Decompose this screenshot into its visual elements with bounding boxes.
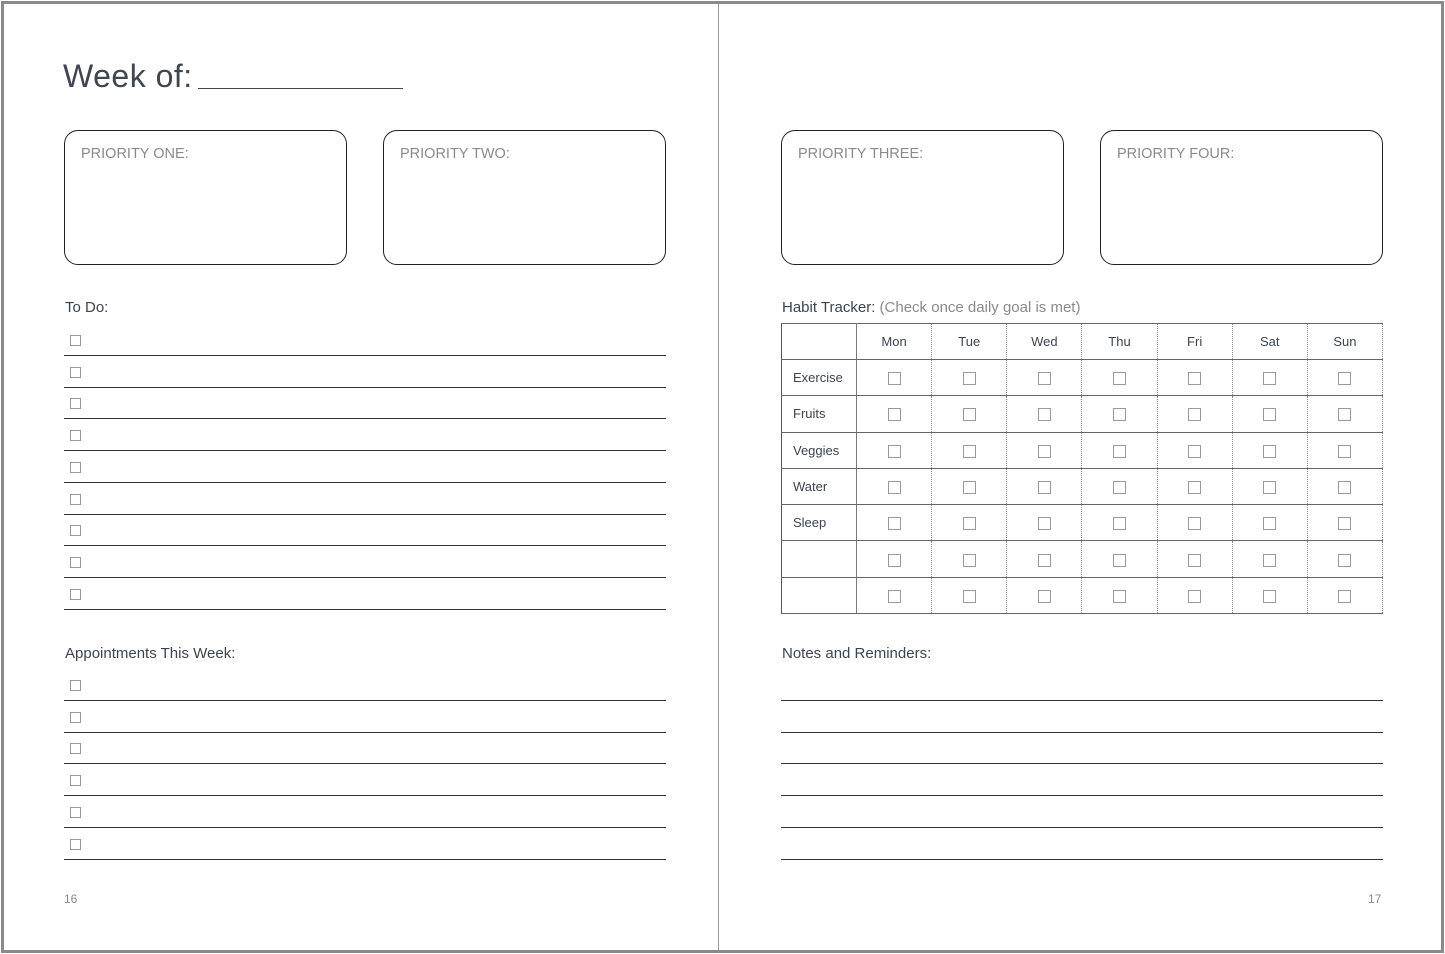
habit-cell [932, 505, 1007, 541]
habit-cell [1157, 505, 1232, 541]
appointment-item-line[interactable] [64, 827, 666, 828]
habit-row [782, 577, 1383, 613]
habit-cell [1082, 577, 1157, 613]
habit-cell [1307, 505, 1382, 541]
habit-cell [857, 505, 932, 541]
habit-cell [1307, 577, 1382, 613]
todo-item-line[interactable] [64, 418, 666, 419]
habit-cell [1232, 541, 1307, 577]
habit-row [782, 541, 1383, 577]
appointment-item-line[interactable] [64, 795, 666, 796]
habit-cell [1307, 541, 1382, 577]
habit-checkbox[interactable] [888, 445, 901, 458]
habit-checkbox[interactable] [1338, 372, 1351, 385]
habit-checkbox[interactable] [963, 554, 976, 567]
todo-item-line[interactable] [64, 577, 666, 578]
todo-item-checkbox[interactable] [70, 589, 81, 600]
todo-item-line[interactable] [64, 482, 666, 483]
habit-checkbox[interactable] [1188, 590, 1201, 603]
note-line[interactable] [781, 827, 1383, 828]
habit-header-row [782, 324, 1383, 360]
appointment-item-checkbox[interactable] [70, 712, 81, 723]
habit-checkbox[interactable] [888, 372, 901, 385]
habit-checkbox[interactable] [888, 481, 901, 494]
todo-item-line[interactable] [64, 609, 666, 610]
habit-checkbox[interactable] [1113, 408, 1126, 421]
habit-row [782, 360, 1383, 396]
habit-cell [1082, 468, 1157, 504]
todo-item-line[interactable] [64, 514, 666, 515]
appointment-item-line[interactable] [64, 763, 666, 764]
habit-checkbox[interactable] [1338, 481, 1351, 494]
habit-checkbox[interactable] [1038, 590, 1051, 603]
habit-row-label: Fruits [782, 396, 857, 432]
habit-checkbox[interactable] [1263, 554, 1276, 567]
habit-cell [932, 432, 1007, 468]
week-of-title: Week of: [63, 58, 193, 94]
habit-cell [1307, 360, 1382, 396]
habit-checkbox[interactable] [1188, 554, 1201, 567]
habit-cell [857, 396, 932, 432]
habit-cell [1157, 396, 1232, 432]
habit-cell [1157, 541, 1232, 577]
todo-item-checkbox[interactable] [70, 494, 81, 505]
habit-checkbox[interactable] [1113, 590, 1126, 603]
habit-cell [1007, 396, 1082, 432]
priority-four-label: PRIORITY FOUR: [1117, 146, 1235, 162]
priority-three-label: PRIORITY THREE: [798, 146, 924, 162]
appointment-item-line[interactable] [64, 859, 666, 860]
notes-heading: Notes and Reminders: [782, 645, 932, 662]
habit-cell [1007, 432, 1082, 468]
habit-checkbox[interactable] [1113, 517, 1126, 530]
habit-cell [857, 577, 932, 613]
day-header-tue: Tue [932, 324, 1007, 360]
habit-tracker-title: Habit Tracker: [782, 299, 876, 316]
habit-tracker-subtitle: (Check once daily goal is met) [879, 299, 1081, 316]
habit-cell [1082, 396, 1157, 432]
appointment-item-checkbox[interactable] [70, 839, 81, 850]
todo-item-line[interactable] [64, 450, 666, 451]
habit-checkbox[interactable] [888, 554, 901, 567]
habit-cell [1157, 577, 1232, 613]
habit-checkbox[interactable] [1038, 372, 1051, 385]
appointment-item-checkbox[interactable] [70, 743, 81, 754]
habit-checkbox[interactable] [963, 517, 976, 530]
note-line[interactable] [781, 700, 1383, 701]
habit-cell [1082, 360, 1157, 396]
habit-cell [857, 432, 932, 468]
habit-checkbox[interactable] [1188, 481, 1201, 494]
habit-cell [1007, 505, 1082, 541]
habit-cell [1007, 468, 1082, 504]
habit-cell [1082, 505, 1157, 541]
habit-checkbox[interactable] [1113, 372, 1126, 385]
habit-checkbox[interactable] [1263, 408, 1276, 421]
habit-checkbox[interactable] [1188, 408, 1201, 421]
habit-checkbox[interactable] [1263, 372, 1276, 385]
appointment-item-line[interactable] [64, 700, 666, 701]
habit-tracker-heading [782, 299, 1080, 316]
day-header-fri: Fri [1157, 324, 1232, 360]
habit-cell [1232, 577, 1307, 613]
note-line[interactable] [781, 859, 1383, 860]
habit-cell [1082, 541, 1157, 577]
day-header-sat: Sat [1232, 324, 1307, 360]
habit-checkbox[interactable] [888, 590, 901, 603]
habit-row-label: Sleep [782, 505, 857, 541]
todo-item-checkbox[interactable] [70, 557, 81, 568]
habit-row [782, 432, 1383, 468]
habit-checkbox[interactable] [963, 590, 976, 603]
day-header-mon: Mon [857, 324, 932, 360]
habit-corner-cell [782, 324, 857, 360]
habit-cell [1307, 432, 1382, 468]
habit-cell [1232, 468, 1307, 504]
habit-checkbox[interactable] [1263, 481, 1276, 494]
habit-cell [1307, 468, 1382, 504]
habit-row [782, 396, 1383, 432]
todo-item-checkbox[interactable] [70, 525, 81, 536]
habit-checkbox[interactable] [1338, 408, 1351, 421]
habit-row-label: Exercise [782, 360, 857, 396]
todo-item-checkbox[interactable] [70, 462, 81, 473]
appointment-item-checkbox[interactable] [70, 775, 81, 786]
habit-checkbox[interactable] [1038, 554, 1051, 567]
day-header-wed: Wed [1007, 324, 1082, 360]
habit-checkbox[interactable] [1263, 590, 1276, 603]
habit-checkbox[interactable] [1338, 445, 1351, 458]
habit-checkbox[interactable] [1113, 554, 1126, 567]
todo-item-checkbox[interactable] [70, 430, 81, 441]
habit-checkbox[interactable] [963, 408, 976, 421]
habit-cell [1232, 396, 1307, 432]
habit-row-label[interactable] [782, 541, 857, 577]
habit-cell [857, 541, 932, 577]
page-number-right: 17 [1368, 892, 1382, 906]
priority-two-box[interactable] [383, 130, 666, 265]
habit-checkbox[interactable] [888, 408, 901, 421]
todo-item-line[interactable] [64, 355, 666, 356]
priority-three-box[interactable] [781, 130, 1064, 265]
habit-cell [932, 360, 1007, 396]
appointment-item-line[interactable] [64, 732, 666, 733]
note-line[interactable] [781, 763, 1383, 764]
habit-cell [1232, 505, 1307, 541]
appointment-item-checkbox[interactable] [70, 807, 81, 818]
habit-cell [857, 360, 932, 396]
habit-tracker-table [781, 323, 1383, 614]
habit-checkbox[interactable] [1038, 408, 1051, 421]
habit-checkbox[interactable] [1188, 517, 1201, 530]
habit-cell [1082, 432, 1157, 468]
habit-row-label: Water [782, 468, 857, 504]
appointment-item-checkbox[interactable] [70, 680, 81, 691]
note-line[interactable] [781, 795, 1383, 796]
habit-cell [1157, 432, 1232, 468]
todo-item-checkbox[interactable] [70, 335, 81, 346]
day-header-thu: Thu [1082, 324, 1157, 360]
habit-cell [857, 468, 932, 504]
todo-heading: To Do: [65, 299, 109, 316]
todo-item-line[interactable] [64, 545, 666, 546]
habit-checkbox[interactable] [1038, 517, 1051, 530]
habit-checkbox[interactable] [888, 517, 901, 530]
book-spine [718, 4, 719, 950]
priority-two-label: PRIORITY TWO: [400, 146, 510, 162]
habit-checkbox[interactable] [1338, 590, 1351, 603]
habit-cell [1007, 360, 1082, 396]
habit-cell [1232, 360, 1307, 396]
habit-checkbox[interactable] [1113, 445, 1126, 458]
habit-checkbox[interactable] [963, 372, 976, 385]
habit-cell [1007, 541, 1082, 577]
habit-checkbox[interactable] [1188, 372, 1201, 385]
priority-one-label: PRIORITY ONE: [81, 146, 189, 162]
habit-cell [1307, 396, 1382, 432]
page-number-left: 16 [64, 892, 78, 906]
habit-checkbox[interactable] [1038, 481, 1051, 494]
todo-item-checkbox[interactable] [70, 367, 81, 378]
habit-row [782, 505, 1383, 541]
day-header-sun: Sun [1307, 324, 1382, 360]
habit-cell [1232, 432, 1307, 468]
week-of-input-line[interactable] [198, 88, 403, 89]
habit-cell [1007, 577, 1082, 613]
habit-cell [932, 541, 1007, 577]
habit-checkbox[interactable] [1188, 445, 1201, 458]
priority-four-box[interactable] [1100, 130, 1383, 265]
habit-cell [932, 577, 1007, 613]
appointments-heading: Appointments This Week: [65, 645, 236, 662]
habit-cell [1157, 360, 1232, 396]
habit-row [782, 468, 1383, 504]
priority-one-box[interactable] [64, 130, 347, 265]
habit-checkbox[interactable] [1263, 517, 1276, 530]
note-line[interactable] [781, 732, 1383, 733]
habit-checkbox[interactable] [1338, 517, 1351, 530]
habit-cell [932, 468, 1007, 504]
habit-row-label[interactable] [782, 577, 857, 613]
habit-cell [1157, 468, 1232, 504]
habit-checkbox[interactable] [963, 481, 976, 494]
habit-cell [932, 396, 1007, 432]
todo-item-line[interactable] [64, 387, 666, 388]
habit-checkbox[interactable] [1113, 481, 1126, 494]
habit-checkbox[interactable] [963, 445, 976, 458]
habit-checkbox[interactable] [1038, 445, 1051, 458]
habit-row-label: Veggies [782, 432, 857, 468]
todo-item-checkbox[interactable] [70, 398, 81, 409]
habit-checkbox[interactable] [1338, 554, 1351, 567]
habit-checkbox[interactable] [1263, 445, 1276, 458]
